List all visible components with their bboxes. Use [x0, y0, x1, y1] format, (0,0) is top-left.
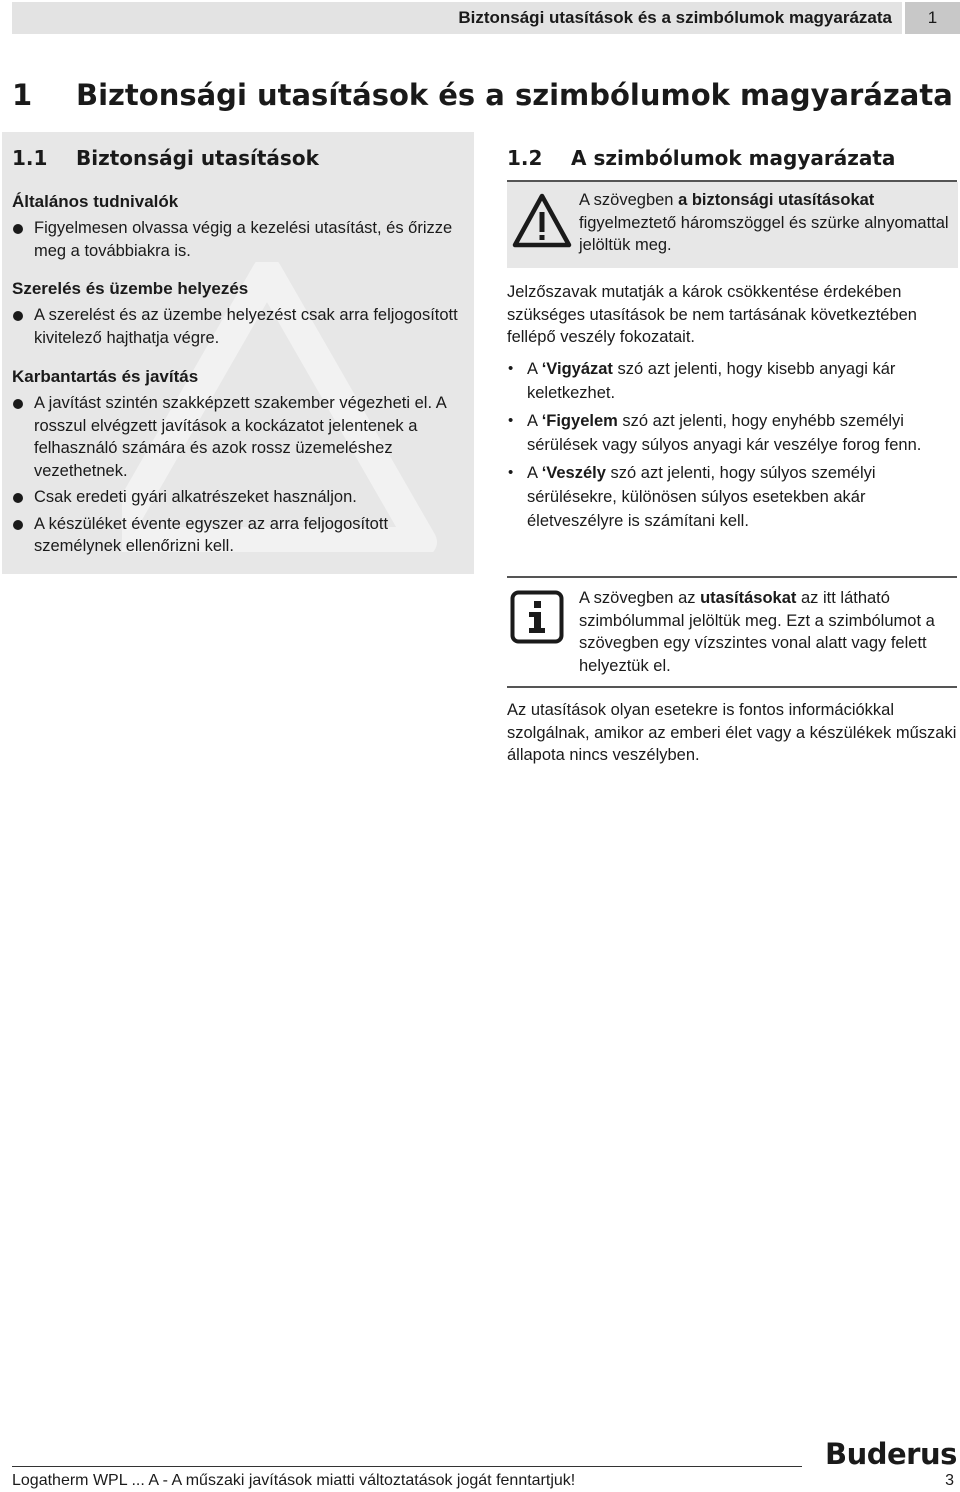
signal-words-paragraph: Jelzőszavak mutatják a károk csökkentése érdekében szükséges utasítások be nem tartásának következtében fellépő veszély fokozatait. — [507, 283, 917, 346]
instructions-paragraph: Az utasítások olyan esetekre is fontos információkkal szolgálnak, amikor az emberi élet vagy a készülékek műszaki állapota nincs veszélyben. — [507, 701, 957, 764]
divider — [507, 576, 957, 578]
buderus-logo: Buderus — [825, 1437, 957, 1471]
list-item-figyelem: • A ‘Figyelem szó azt jelenti, hogy enyhébb személyi sérülések vagy súlyos anyagi kár veszélye forog fenn. — [508, 412, 922, 454]
maintenance-title: Karbantartás és javítás — [12, 367, 199, 386]
general-info-list — [12, 217, 462, 262]
installation-title: Szerelés és üzembe helyezés — [12, 279, 249, 298]
safety-box — [2, 132, 474, 574]
section-1-1-number: 1.1 — [12, 146, 48, 170]
list-item: Csak eredeti gyári alkatrészeket használjon. — [12, 486, 464, 509]
warning-note — [507, 182, 958, 268]
list-item-vigyazat: • A ‘Vigyázat szó azt jelenti, hogy kisebb anyagi kár keletkezhet. — [508, 360, 896, 402]
warning-note-text: A szövegben a biztonsági utasításokat figyelmeztető háromszöggel és szürke alnyomattal jelöltük meg. — [579, 191, 949, 254]
section-1-2-number: 1.2 — [507, 146, 543, 170]
header-chapter-number: 1 — [905, 2, 960, 34]
signal-words-list — [507, 357, 957, 537]
footer-text: Logatherm WPL ... A - A műszaki javítások miatti változtatások jogát fenntartjuk! — [12, 1472, 576, 1489]
section-1-1-title: Biztonsági utasítások — [76, 146, 319, 170]
page-title-number: 1 — [12, 78, 33, 112]
page-number: 3 — [945, 1472, 954, 1489]
header-title: Biztonsági utasítások és a szimbólumok magyarázata — [458, 8, 892, 27]
section-1-2-title: A szimbólumok magyarázata — [571, 146, 896, 170]
page-title — [12, 78, 953, 112]
installation-section — [12, 279, 462, 353]
list-item: A szerelést és az üzembe helyezést csak arra feljogosított kivitelező hajthatja végre. — [12, 304, 462, 349]
general-info-title: Általános tudnivalók — [12, 192, 179, 211]
divider — [507, 686, 957, 688]
page-title-text: Biztonsági utasítások és a szimbólumok magyarázata — [76, 78, 953, 112]
warning-triangle-icon — [511, 192, 573, 250]
list-item-veszely: • A ‘Veszély szó azt jelenti, hogy súlyos személyi sérülésekre, különösen súlyos esetekben akár életveszélyre is számítani kell. — [508, 464, 876, 530]
info-icon — [510, 590, 564, 644]
maintenance-list — [12, 392, 464, 558]
installation-list — [12, 304, 462, 349]
list-item: A készüléket évente egyszer az arra feljogosított személynek ellenőrizni kell. — [12, 513, 464, 558]
general-info-section — [12, 192, 462, 266]
section-1-1-heading — [12, 146, 319, 170]
info-note-text: A szövegben az utasításokat az itt látható szimbólummal jelöltük meg. Ezt a szimbólumot a szövegben egy vízszintes vonal alatt vagy felett helyeztük el. — [579, 589, 935, 675]
list-item: Figyelmesen olvassa végig a kezelési utasítást, és őrizze meg a továbbiakra is. — [12, 217, 462, 262]
maintenance-section — [12, 367, 464, 562]
section-1-2-heading — [507, 146, 895, 170]
footer-divider — [12, 1466, 802, 1467]
list-item: A javítást szintén szakképzett szakember végezheti el. A rosszul elvégzett javítások a kockázatot jelentenek a felhasználó számára és azok rossz üzemeléshez vezethetnek. — [12, 392, 464, 482]
